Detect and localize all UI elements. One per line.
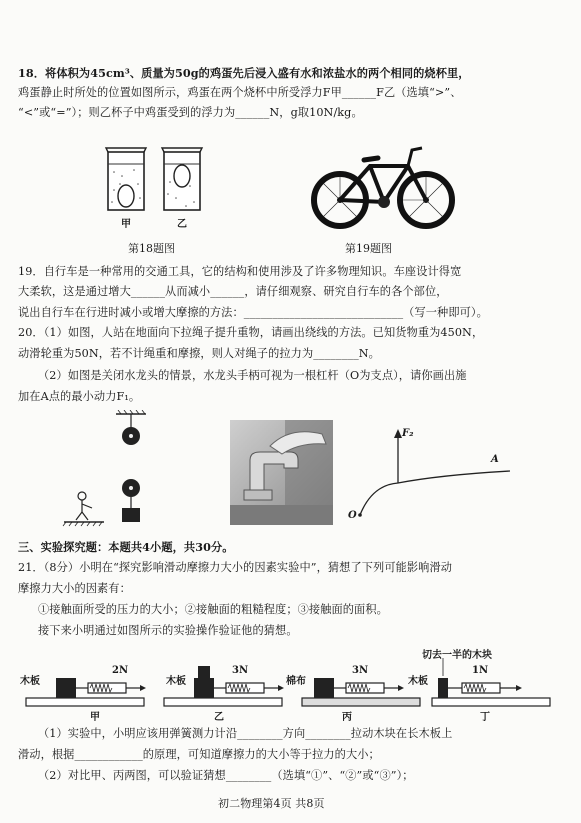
board-bing-surface: 棉布 — [286, 676, 306, 687]
bicycle-figure — [308, 136, 458, 236]
board-ding-force: 1N — [472, 665, 489, 676]
board-ding-surface: 木板 — [408, 676, 428, 687]
q18-caption: 第18题图 — [128, 242, 175, 255]
q19-line2: 大柔软，这是通过增大______从而减小______，请仔细观察、研究自行车的各个部位， — [18, 285, 448, 298]
q21-line4: 接下来小明通过如图所示的实验操作验证他的猜想。 — [38, 624, 298, 637]
board-jia-name: 甲 — [90, 712, 100, 723]
beaker-label-jia: 甲 — [121, 219, 131, 230]
q21-line1: 21．（8分）小明在“探究影响滑动摩擦力大小的因素实验中”，猜想了下列可能影响滑动 — [18, 561, 453, 574]
egg-yi — [174, 165, 190, 187]
board-yi-name: 乙 — [214, 712, 224, 723]
label-o: O — [348, 510, 357, 521]
q21-line3: ①接触面所受的压力的大小；②接触面的粗糙程度；③接触面的面积。 — [38, 603, 388, 616]
q21-sub1-line1: （1）实验中，小明应该用弹簧测力计沿________方向________拉动木块在长木板上 — [38, 727, 453, 740]
q20-line4: 加在A点的最小动力F₁。 — [18, 390, 141, 403]
board-jia — [26, 678, 146, 706]
cargo-block — [122, 508, 140, 522]
q21-sub1-line2: 滑动，根据____________的原理，可知道摩擦力的大小等于拉力的大小； — [18, 748, 380, 761]
q19-line1: 19．自行车是一种常用的交通工具，它的结构和使用涉及了许多物理知识。车座设计得宽 — [18, 265, 462, 278]
pulley-figure — [60, 410, 170, 530]
label-a: A — [491, 454, 499, 465]
q19-line3: 说出自行车在行进时减小或增大摩擦的方法：____________________________（写一种即可）。 — [18, 306, 488, 319]
label-f2: F₂ — [402, 428, 414, 439]
board-yi-surface: 木板 — [166, 676, 186, 687]
lever-diagram — [350, 425, 520, 525]
person-icon — [76, 492, 92, 520]
q20-line3: （2）如图是关闭水龙头的情景，水龙头手柄可视为一根杠杆（O为支点），请你画出施 — [38, 369, 467, 382]
board-bing-force: 3N — [352, 665, 369, 676]
beaker-jia — [106, 148, 146, 210]
beaker-yi — [162, 148, 202, 210]
board-ding-name: 丁 — [480, 712, 490, 723]
faucet-photo — [230, 420, 333, 525]
q18-line3: “<”或“=”）；则乙杯子中鸡蛋受到的浮力为______N，g取10N/kg。 — [18, 106, 363, 119]
board-ding — [432, 658, 550, 706]
board-jia-surface: 木板 — [20, 676, 40, 687]
board-jia-force: 2N — [112, 665, 129, 676]
board-yi-force: 3N — [232, 665, 249, 676]
q18-line1: 18．将体积为45cm³、质量为50g的鸡蛋先后浸入盛有水和浓盐水的两个相同的烧杯里， — [18, 66, 470, 80]
beaker-label-yi: 乙 — [177, 219, 187, 230]
egg-jia — [118, 185, 134, 207]
q19-caption: 第19题图 — [345, 242, 392, 255]
section3-title: 三、实验探究题：本题共4小题，共30分。 — [18, 540, 234, 554]
q21-line2: 摩擦力大小的因素有： — [18, 582, 131, 595]
q21-sub2: （2）对比甲、丙两图，可以验证猜想________（选填“①”、“②”或“③”）； — [38, 769, 414, 782]
board-bing — [302, 678, 420, 706]
page-footer: 初二物理第4页 共8页 — [218, 797, 325, 810]
beakers-figure — [100, 140, 220, 235]
cut-block-label: 切去一半的木块 — [422, 650, 492, 661]
q20-line2: 动滑轮重为50N，若不计绳重和摩擦，则人对绳子的拉力为________N。 — [18, 347, 380, 360]
q18-line2: 鸡蛋静止时所处的位置如图所示，鸡蛋在两个烧杯中所受浮力F甲______F乙（选填“>”、 — [18, 86, 462, 99]
board-bing-name: 丙 — [342, 712, 352, 723]
q20-line1: 20．（1）如图，人站在地面向下拉绳子提升重物，请画出绕线的方法。已知货物重为450N， — [18, 326, 484, 339]
